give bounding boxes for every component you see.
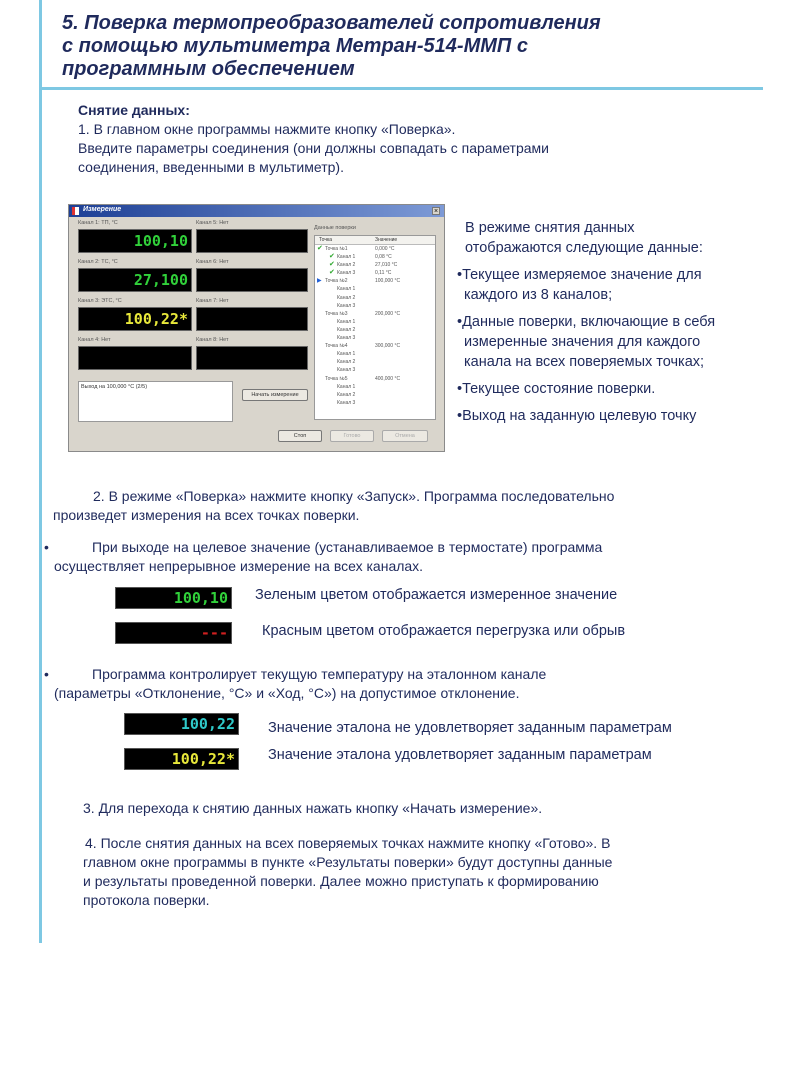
tree-row-value: 200,000 °С bbox=[375, 310, 401, 317]
tree-row[interactable] bbox=[315, 399, 435, 407]
tree-row-name: Канал 3 bbox=[337, 399, 356, 406]
app-icon bbox=[72, 207, 79, 215]
bullet-text: Программа контролирует текущую температуру на эталонном канале bbox=[92, 666, 547, 682]
tree-row[interactable] bbox=[315, 269, 435, 277]
cancel-button[interactable]: Отмена bbox=[382, 430, 428, 442]
tree-row[interactable] bbox=[315, 334, 435, 342]
tree-col-point: Точка bbox=[319, 237, 333, 243]
tree-row[interactable] bbox=[315, 342, 435, 350]
window-title: Измерение bbox=[83, 206, 122, 213]
tree-row[interactable] bbox=[315, 253, 435, 261]
sample-green-text: Зеленым цветом отображается измеренное значение bbox=[255, 587, 618, 603]
tree-header bbox=[315, 236, 435, 245]
start-measurement-button[interactable]: Начать измерение bbox=[242, 389, 308, 401]
vertical-accent-line bbox=[39, 0, 42, 943]
sample-red-text: Красным цветом отображается перегрузка или обрыв bbox=[262, 623, 626, 639]
check-icon: ✔ bbox=[329, 269, 335, 277]
tree-row-name: Канал 3 bbox=[337, 302, 356, 309]
channel-label: Канал 7: Нет bbox=[196, 298, 229, 304]
step4-block bbox=[83, 834, 783, 910]
tree-row[interactable] bbox=[315, 350, 435, 358]
bullet-mark: • bbox=[44, 666, 49, 682]
sample-yellow-text: Значение эталона удовлетворяет заданным параметрам bbox=[268, 747, 652, 763]
close-icon[interactable]: × bbox=[433, 208, 439, 215]
tree-row-name: Канал 2 bbox=[337, 294, 356, 301]
measurement-window bbox=[68, 204, 445, 452]
tree-col-value: Значение bbox=[375, 237, 398, 243]
channel-label: Канал 4: Нет bbox=[78, 337, 111, 343]
channel-label: Канал 8: Нет bbox=[196, 337, 229, 343]
step2-line: 2. В режиме «Поверка» нажмите кнопку «Запуск». Программа последовательно bbox=[93, 488, 615, 504]
bullet-text: При выходе на целевое значение (устанавливаемое в термостате) программа bbox=[92, 539, 603, 555]
tree-row-name: Точка №1 bbox=[325, 246, 348, 252]
step1-line: Введите параметры соединения (они должны совпадать с параметрами bbox=[78, 140, 549, 156]
bullet-mark: • bbox=[44, 539, 49, 555]
channel-display bbox=[196, 346, 308, 370]
channel-display bbox=[196, 307, 308, 331]
sample-display-red: --- bbox=[115, 622, 232, 644]
tree-row-name: Точка №2 bbox=[325, 278, 348, 285]
note-line: В режиме снятия данных bbox=[465, 220, 635, 236]
tree-row-name: Канал 2 bbox=[337, 326, 356, 333]
tree-row-name: Канал 1 bbox=[337, 286, 356, 293]
tree-row-name: Канал 2 bbox=[337, 359, 356, 366]
tree-row[interactable] bbox=[315, 302, 435, 310]
channel-display: 100,22* bbox=[78, 307, 192, 331]
note-bullet: •Выход на заданную целевую точку bbox=[457, 408, 697, 424]
tree-row[interactable] bbox=[315, 375, 435, 383]
tree-row-name: Точка №3 bbox=[325, 310, 348, 317]
tree-row-value: 0,08 °С bbox=[375, 254, 392, 261]
check-icon: ✔ bbox=[317, 245, 323, 252]
tree-rows bbox=[315, 245, 435, 407]
note-line: каждого из 8 каналов; bbox=[464, 287, 613, 303]
tree-row-value: 0,11 °С bbox=[375, 270, 392, 277]
window-titlebar bbox=[69, 205, 444, 217]
tree-row[interactable] bbox=[315, 277, 435, 285]
channel-display bbox=[196, 229, 308, 253]
tree-row-name: Канал 1 bbox=[337, 254, 356, 261]
check-icon: ✔ bbox=[329, 253, 335, 261]
section-heading: Снятие данных: bbox=[78, 102, 190, 118]
stop-button[interactable]: Стоп bbox=[278, 430, 322, 442]
step4-line: протокола поверки. bbox=[83, 892, 210, 908]
sample-display-green: 100,10 bbox=[115, 587, 232, 609]
channel-display bbox=[78, 346, 192, 370]
note-bullet: •Текущее состояние поверки. bbox=[457, 381, 656, 397]
step4-line: 4. После снятия данных на всех поверяемых точках нажмите кнопку «Готово». В bbox=[85, 835, 611, 851]
tree-row-value: 27,010 °С bbox=[375, 262, 398, 269]
channel-label: Канал 1: ТП, °С bbox=[78, 220, 118, 226]
tree-row[interactable] bbox=[315, 326, 435, 334]
tree-row[interactable] bbox=[315, 245, 435, 253]
page-title bbox=[62, 12, 762, 81]
check-icon: ✔ bbox=[329, 261, 335, 269]
tree-row[interactable] bbox=[315, 310, 435, 318]
tree-row[interactable] bbox=[315, 261, 435, 269]
tree-row-name: Канал 1 bbox=[337, 351, 356, 358]
title-line: программным обеспечением bbox=[62, 58, 355, 80]
step4-line: главном окне программы в пункте «Результаты поверки» будут доступны данные bbox=[83, 854, 613, 870]
note-bullet: •Текущее измеряемое значение для bbox=[457, 267, 702, 283]
bullet-text: (параметры «Отклонение, °С» и «Ход, °С») на допустимое отклонение. bbox=[54, 685, 520, 701]
tree-row-value: 300,000 °С bbox=[375, 343, 401, 350]
title-line: 5. Поверка термопреобразователей сопротивления bbox=[62, 12, 601, 34]
verification-tree[interactable] bbox=[314, 235, 436, 420]
channel-display: 100,10 bbox=[78, 229, 192, 253]
tree-row-value: 400,000 °С bbox=[375, 375, 401, 382]
tree-row-value: 100,000 °С bbox=[375, 278, 401, 285]
tree-row-name: Точка №5 bbox=[325, 375, 348, 382]
title-line: с помощью мультиметра Метран-514-ММП с bbox=[62, 35, 528, 57]
channel-label: Канал 5: Нет bbox=[196, 220, 229, 226]
tree-row-name: Канал 3 bbox=[337, 335, 356, 342]
tree-row-name: Канал 2 bbox=[337, 262, 356, 269]
side-notes bbox=[457, 218, 787, 426]
tree-row[interactable] bbox=[315, 391, 435, 399]
status-box bbox=[78, 381, 233, 422]
bullet-text: осуществляет непрерывное измерение на всех каналах. bbox=[54, 558, 424, 574]
tree-row-value: 0,000 °С bbox=[375, 246, 395, 252]
sample-cyan-text: Значение эталона не удовлетворяет заданным параметрам bbox=[268, 720, 672, 736]
step3-line: 3. Для перехода к снятию данных нажать кнопку «Начать измерение». bbox=[83, 800, 543, 816]
tree-row-name: Канал 2 bbox=[337, 391, 356, 398]
tree-row-name: Точка №4 bbox=[325, 343, 348, 350]
channel-display bbox=[196, 268, 308, 292]
tree-row[interactable] bbox=[315, 294, 435, 302]
channel-label: Канал 6: Нет bbox=[196, 259, 229, 265]
step2-bullet2 bbox=[40, 665, 780, 703]
note-line: отображаются следующие данные: bbox=[465, 240, 703, 256]
tree-row[interactable] bbox=[315, 366, 435, 374]
tree-row-name: Канал 1 bbox=[337, 383, 356, 390]
tree-row-name: Канал 1 bbox=[337, 318, 356, 325]
tree-row-name: Канал 3 bbox=[337, 367, 356, 374]
status-text: Выход на 100,000 °С (2/5) bbox=[81, 384, 148, 390]
step2-bullet1 bbox=[40, 538, 780, 576]
note-bullet: •Данные поверки, включающие в себя bbox=[457, 314, 716, 330]
sample-display-cyan: 100,22 bbox=[124, 713, 239, 735]
tree-row[interactable] bbox=[315, 318, 435, 326]
done-button[interactable]: Готово bbox=[330, 430, 374, 442]
note-line: канала на всех поверяемых точках; bbox=[464, 354, 705, 370]
tree-row[interactable] bbox=[315, 358, 435, 366]
channel-label: Канал 3: ЭТС, °С bbox=[78, 298, 122, 304]
channel-display: 27,100 bbox=[78, 268, 192, 292]
step4-line: и результаты проведенной поверки. Далее можно приступать к формированию bbox=[83, 873, 599, 889]
title-underline bbox=[39, 87, 763, 90]
note-line: измеренные значения для каждого bbox=[464, 334, 701, 350]
intro-block bbox=[78, 101, 549, 177]
tree-caption: Данные поверки bbox=[314, 225, 356, 231]
step1-line: соединения, введенными в мультиметр). bbox=[78, 159, 344, 175]
current-point-arrow-icon: ▶ bbox=[317, 278, 322, 285]
step2-block bbox=[53, 487, 773, 525]
tree-row-name: Канал 3 bbox=[337, 270, 356, 277]
step2-line: произведет измерения на всех точках поверки. bbox=[53, 507, 360, 523]
channel-label: Канал 2: ТС, °С bbox=[78, 259, 118, 265]
tree-row[interactable] bbox=[315, 383, 435, 391]
sample-display-yellow: 100,22* bbox=[124, 748, 239, 770]
tree-row[interactable] bbox=[315, 285, 435, 293]
step1-line: 1. В главном окне программы нажмите кнопку «Поверка». bbox=[78, 121, 456, 137]
